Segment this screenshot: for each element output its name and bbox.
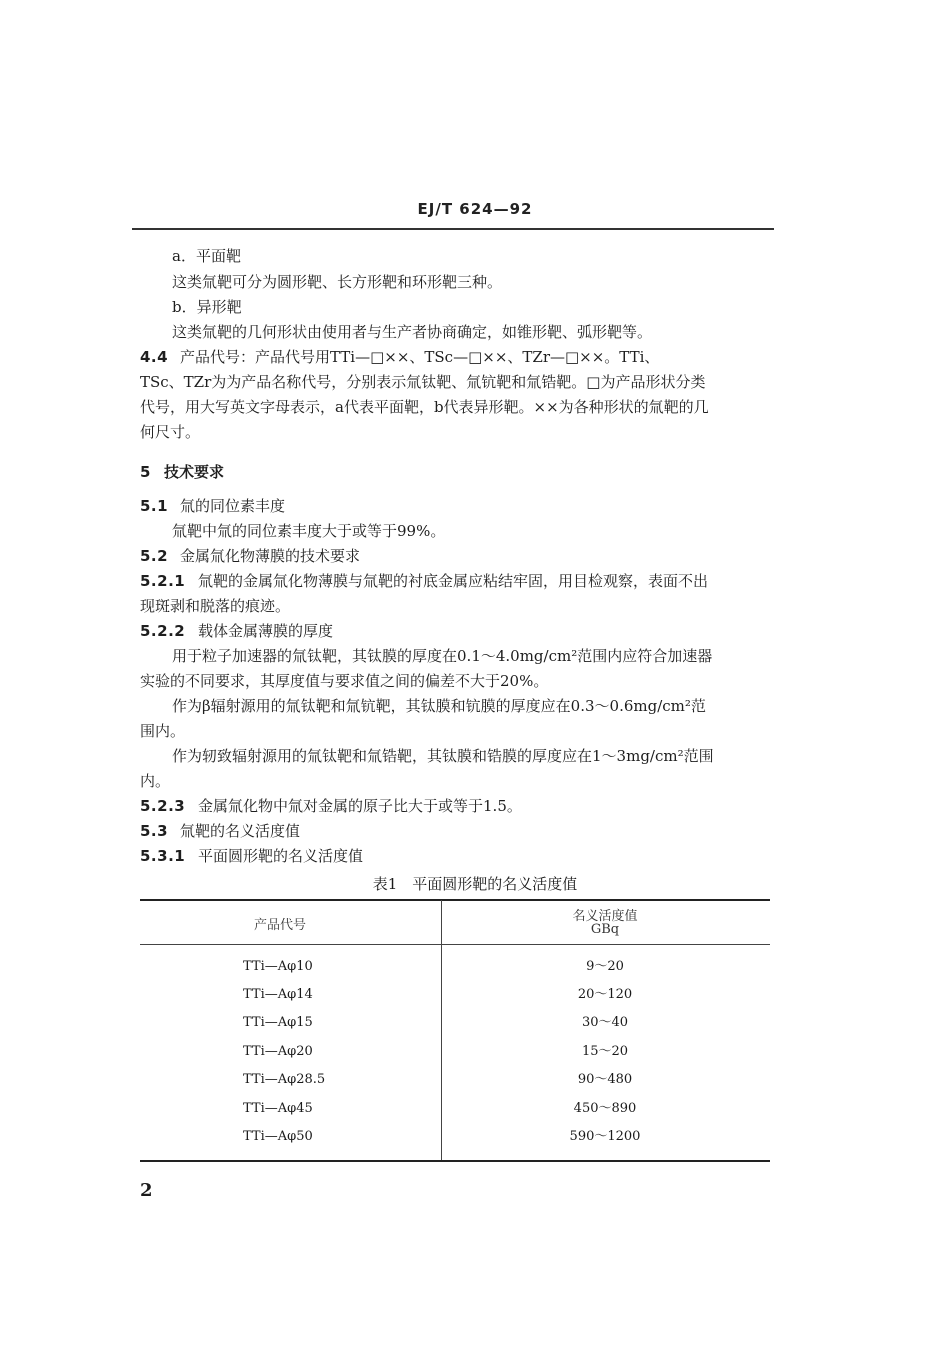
section-4-4-line-2: TSc、TZr为为产品名称代号，分别表示氚钛靶、氚钪靶和氚锆靶。□为产品形状分类 xyxy=(140,373,706,391)
section-4-4-line-1: 产品代号：产品代号用TTi—□××、TSc—□××、TZr—□××。TTi、 xyxy=(180,348,660,366)
header-rule xyxy=(132,228,774,230)
table-cell-value: 15～20 xyxy=(581,1044,629,1059)
table-cell-code: TTi—Aφ14 xyxy=(243,987,313,1002)
section-5-2-3-text: 金属氚化物中氚对金属的原子比大于或等于1.5。 xyxy=(198,797,522,815)
table-bottom-rule xyxy=(140,1160,770,1162)
table-cell-code: TTi—Aφ15 xyxy=(243,1015,313,1030)
table-header-rule xyxy=(140,944,770,945)
section-5-2-2-p3-line-2: 内。 xyxy=(140,772,171,790)
section-5-1-text: 氚靶中氚的同位素丰度大于或等于99%。 xyxy=(172,522,446,540)
section-5-2-2-p1-line-2: 实验的不同要求，其厚度值与要求值之间的偏差不大于20%。 xyxy=(140,672,549,690)
table-cell-value: 450～890 xyxy=(573,1101,637,1116)
section-number-5-3-1: 5.3.1 xyxy=(140,847,186,865)
page-number: 2 xyxy=(140,1180,153,1201)
table-header-unit: GBq xyxy=(590,922,620,937)
section-5-3-heading: 氚靶的名义活度值 xyxy=(180,822,301,840)
table-cell-code: TTi—Aφ28.5 xyxy=(243,1072,326,1087)
item-b-label: b．异形靶 xyxy=(172,298,242,316)
section-4-4-line-4: 何尺寸。 xyxy=(140,423,201,441)
section-5-2-1-line-2: 现斑剥和脱落的痕迹。 xyxy=(140,597,291,615)
table-header-product-code: 产品代号 xyxy=(253,918,306,933)
section-5-1-heading: 氚的同位素丰度 xyxy=(180,497,286,515)
table-column-divider xyxy=(441,900,442,1160)
table-cell-code: TTi—Aφ10 xyxy=(243,959,313,974)
section-5-3-1-heading: 平面圆形靶的名义活度值 xyxy=(198,847,364,865)
section-5-2-2-heading: 载体金属薄膜的厚度 xyxy=(198,622,334,640)
table-top-rule xyxy=(140,899,770,901)
section-4-4-line-3: 代号，用大写英文字母表示，a代表平面靶，b代表异形靶。××为各种形状的氚靶的几 xyxy=(140,398,709,416)
section-5-heading: 技术要求 xyxy=(164,463,225,481)
section-number-5-2-1: 5.2.1 xyxy=(140,572,186,590)
item-a-text: 这类氚靶可分为圆形靶、长方形靶和环形靶三种。 xyxy=(172,273,503,291)
section-5-2-2-p2-line-1: 作为β辐射源用的氚钛靶和氚钪靶，其钛膜和钪膜的厚度应在0.3～0.6mg/cm²范 xyxy=(172,697,706,715)
section-5-2-2-p2-line-2: 围内。 xyxy=(140,722,186,740)
section-5-2-heading: 金属氚化物薄膜的技术要求 xyxy=(180,547,361,565)
table-title: 表1 平面圆形靶的名义活度值 xyxy=(372,875,578,893)
section-5-2-2-p1-line-1: 用于粒子加速器的氚钛靶，其钛膜的厚度在0.1～4.0mg/cm²范围内应符合加速器 xyxy=(172,647,713,665)
section-number-5-2-3: 5.2.3 xyxy=(140,797,186,815)
standard-number-header: EJ/T 624—92 xyxy=(417,200,533,218)
table-cell-value: 590～1200 xyxy=(569,1129,641,1144)
table-cell-value: 30～40 xyxy=(581,1015,629,1030)
table-cell-code: TTi—Aφ20 xyxy=(243,1044,313,1059)
section-number-5-1: 5.1 xyxy=(140,497,169,515)
section-number-5: 5 xyxy=(140,463,151,481)
table-cell-value: 90～480 xyxy=(577,1072,633,1087)
section-5-2-2-p3-line-1: 作为轫致辐射源用的氚钛靶和氚锆靶，其钛膜和锆膜的厚度应在1～3mg/cm²范围 xyxy=(172,747,714,765)
table-cell-value: 9～20 xyxy=(586,959,624,974)
item-a-label: a．平面靶 xyxy=(172,247,241,265)
section-number-5-2-2: 5.2.2 xyxy=(140,622,186,640)
table-cell-value: 20～120 xyxy=(577,987,633,1002)
table-cell-code: TTi—Aφ45 xyxy=(243,1101,313,1116)
table-header-nominal-activity: 名义活度值 xyxy=(572,909,638,924)
section-5-2-1-line-1: 氚靶的金属氚化物薄膜与氚靶的衬底金属应粘结牢固，用目检观察，表面不出 xyxy=(198,572,709,590)
table-cell-code: TTi—Aφ50 xyxy=(243,1129,313,1144)
item-b-text: 这类氚靶的几何形状由使用者与生产者协商确定，如锥形靶、弧形靶等。 xyxy=(172,323,653,341)
section-number-5-3: 5.3 xyxy=(140,822,169,840)
section-number-4-4: 4.4 xyxy=(140,348,169,366)
section-number-5-2: 5.2 xyxy=(140,547,169,565)
